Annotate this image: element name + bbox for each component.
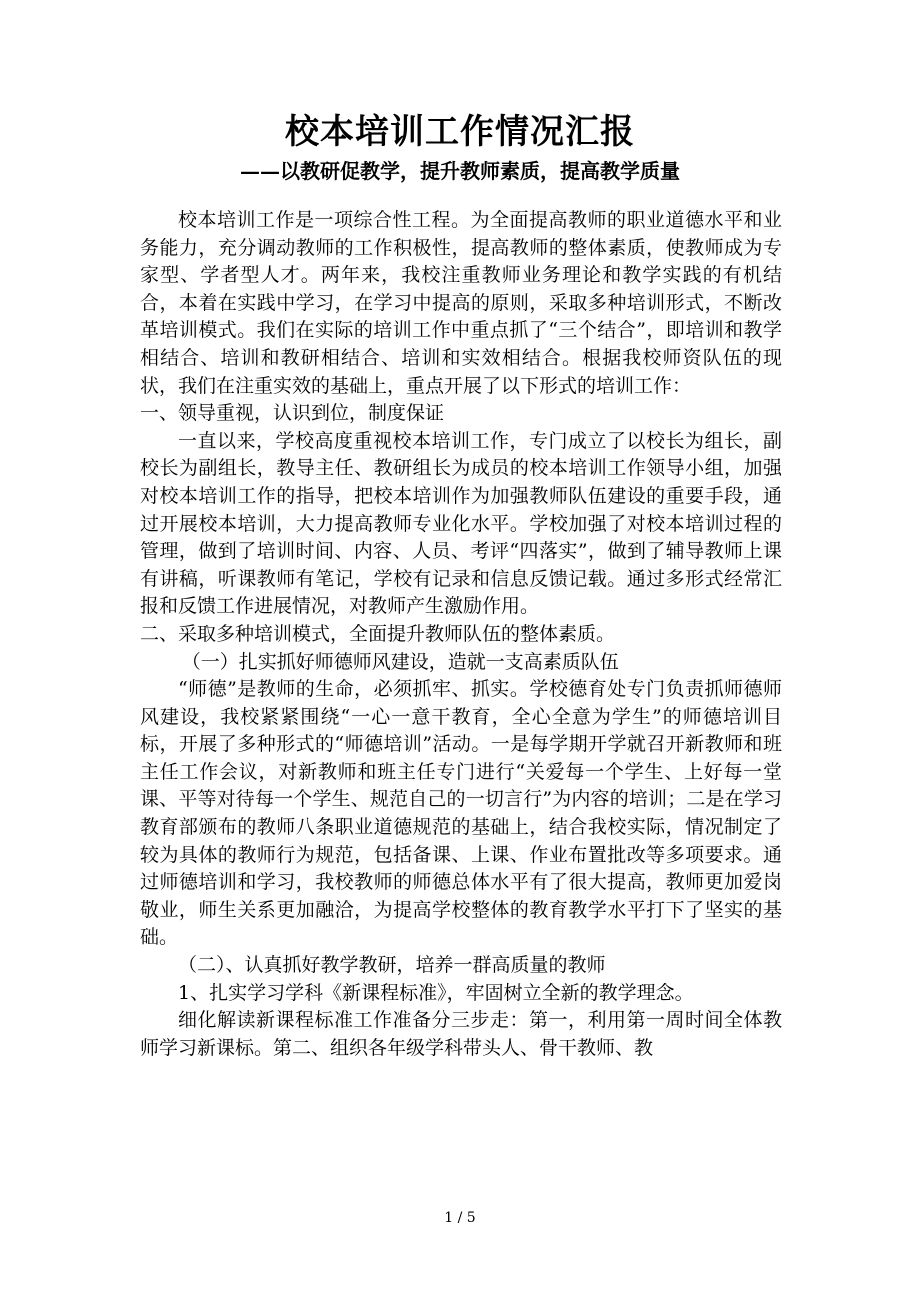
section-heading-2: 二、采取多种培训模式，全面提升教师队伍的整体素质。 <box>140 622 616 645</box>
item-heading-1: 1、扎实学习学科《新课程标准》，牢固树立全新的教学理念。 <box>178 981 694 1004</box>
section-heading-1: 一、领导重视，认识到位，制度保证 <box>140 402 445 425</box>
paragraph-subsection-1: “师德”是教师的生命，必须抓牢、抓实。学校德育处专门负责抓师德师风建设，我校紧紧围绕“一心一意干教育，全心全意为学生”的师德培训目标，开展了多种形式的“师德培训”活动。一是每学期开学就召开新教师和班主任工作会议，对新教师和班主任专门进行“关爱每一个学生、上好每一堂课、平等对待每一个学生、规范自己的一切言行”为内容的培训；二是在学习教育部颁布的教师八条职业道德规范的基础上，结合我校实际，情况制定了较为具体的教师行为规范，包括备课、上课、作业布置批改等多项要求。通过师德培训和学习，我校教师的师德总体水平有了很大提高，教师更加爱岗敬业，师生关系更加融洽，为提高学校整体的教育教学水平打下了坚实的基础。 <box>140 678 782 949</box>
paragraph-item-1: 细化解读新课程标准工作准备分三步走：第一，利用第一周时间全体教师学习新课标。第二、组织各年级学科带头人、骨干教师、教 <box>140 1009 782 1059</box>
document-title: 校本培训工作情况汇报 <box>285 112 635 152</box>
paragraph-section-1: 一直以来，学校高度重视校本培训工作，专门成立了以校长为组长，副校长为副组长，教导主任、教研组长为成员的校本培训工作领导小组，加强对校本培训工作的指导，把校本培训作为加强教师队伍建设的重要手段，通过开展校本培训，大力提高教师专业化水平。学校加强了对校本培训过程的管理，做到了培训时间、内容、人员、考评“四落实”，做到了辅导教师上课有讲稿，听课教师有笔记，学校有记录和信息反馈记载。通过多形式经常汇报和反馈工作进展情况，对教师产生激励作用。 <box>140 429 782 618</box>
subsection-heading-1: （一）扎实抓好师德师风建设，造就一支高素质队伍 <box>181 650 619 673</box>
subsection-heading-2: （二）、认真抓好教学教研，培养一群高质量的教师 <box>178 954 606 977</box>
document-subtitle: ——以教研促教学，提升教师素质，提高教学质量 <box>240 159 680 183</box>
page-number: 1 / 5 <box>444 1210 476 1226</box>
paragraph-intro: 校本培训工作是一项综合性工程。为全面提高教师的职业道德水平和业务能力，充分调动教师的工作积极性，提高教师的整体素质，使教师成为专家型、学者型人才。两年来，我校注重教师业务理论和教学实践的有机结合，本着在实践中学习，在学习中提高的原则，采取多种培训形式，不断改革培训模式。我们在实际的培训工作中重点抓了“三个结合”，即培训和教学相结合、培训和教研相结合、培训和实效相结合。根据我校师资队伍的现状，我们在注重实效的基础上，重点开展了以下形式的培训工作： <box>140 209 782 397</box>
document-body <box>140 207 782 1062</box>
